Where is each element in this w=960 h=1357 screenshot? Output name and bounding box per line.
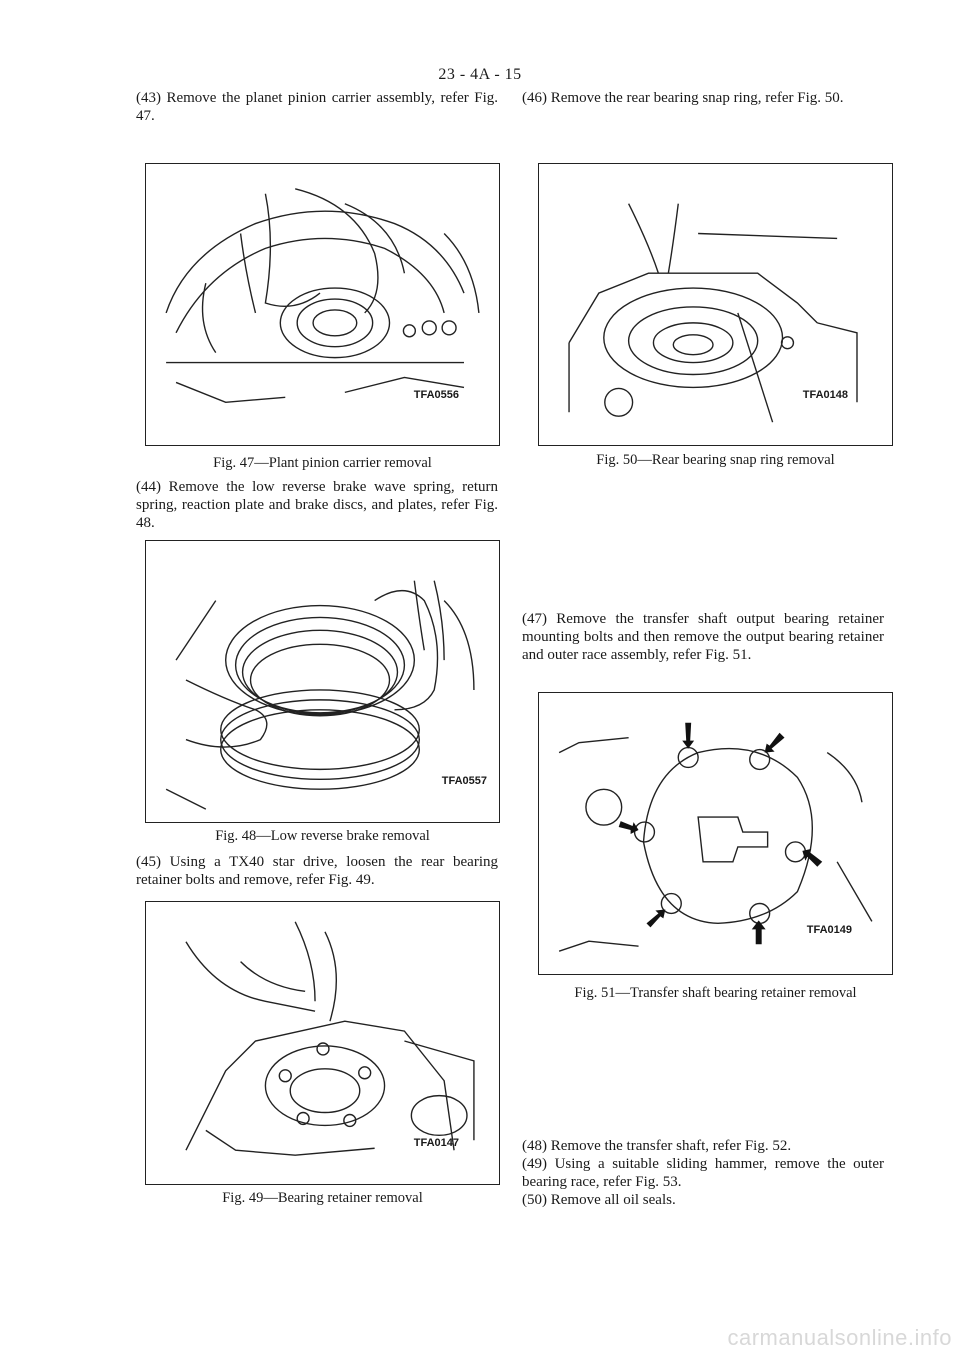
step-46 xyxy=(522,89,884,107)
fig47-code: TFA0556 xyxy=(413,389,459,401)
step-43 xyxy=(136,89,498,125)
step-44 xyxy=(136,478,498,532)
fig49-code: TFA0147 xyxy=(413,1137,459,1149)
fig48-code: TFA0557 xyxy=(441,775,487,787)
fig51-code: TFA0149 xyxy=(806,924,852,936)
step-44-text: (44) Remove the low reverse brake wave spring, return spring, reaction plate and brake discs, and plates, refer Fig. 48. xyxy=(136,479,498,531)
fig50-illustration xyxy=(539,164,892,445)
steps-48-50 xyxy=(522,1137,884,1209)
fig47-caption: Fig. 47—Plant pinion carrier removal xyxy=(213,455,432,471)
step-50-text: (50) Remove all oil seals. xyxy=(522,1192,676,1208)
step-45 xyxy=(136,853,498,889)
fig50-caption: Fig. 50—Rear bearing snap ring removal xyxy=(596,452,835,468)
fig51-caption: Fig. 51—Transfer shaft bearing retainer removal xyxy=(574,985,857,1001)
fig47-illustration xyxy=(146,164,499,445)
step-43-text: (43) Remove the planet pinion carrier assembly, refer Fig. 47. xyxy=(136,90,498,124)
site-watermark: carmanualsonline.info xyxy=(727,1325,952,1350)
step-47-text: (47) Remove the transfer shaft output bearing retainer mounting bolts and then remove the output bearing retainer and outer race assembly, refer Fig. 51. xyxy=(522,611,884,663)
fig49-caption: Fig. 49—Bearing retainer removal xyxy=(222,1190,423,1206)
fig50-code: TFA0148 xyxy=(802,389,848,401)
figure-48 xyxy=(145,540,500,823)
figure-47 xyxy=(145,163,500,446)
step-46-text: (46) Remove the rear bearing snap ring, refer Fig. 50. xyxy=(522,90,844,106)
figure-51 xyxy=(538,692,893,975)
step-47 xyxy=(522,610,884,664)
step-48-text: (48) Remove the transfer shaft, refer Fig. 52. xyxy=(522,1138,792,1154)
step-49-text: (49) Using a suitable sliding hammer, remove the outer bearing race, refer Fig. 53. xyxy=(522,1156,884,1190)
step-45-text: (45) Using a TX40 star drive, loosen the rear bearing retainer bolts and remove, refer Fig. 49. xyxy=(136,854,498,888)
figure-50 xyxy=(538,163,893,446)
fig48-caption: Fig. 48—Low reverse brake removal xyxy=(215,828,430,844)
page-number: 23 - 4A - 15 xyxy=(438,66,522,83)
figure-49 xyxy=(145,901,500,1185)
